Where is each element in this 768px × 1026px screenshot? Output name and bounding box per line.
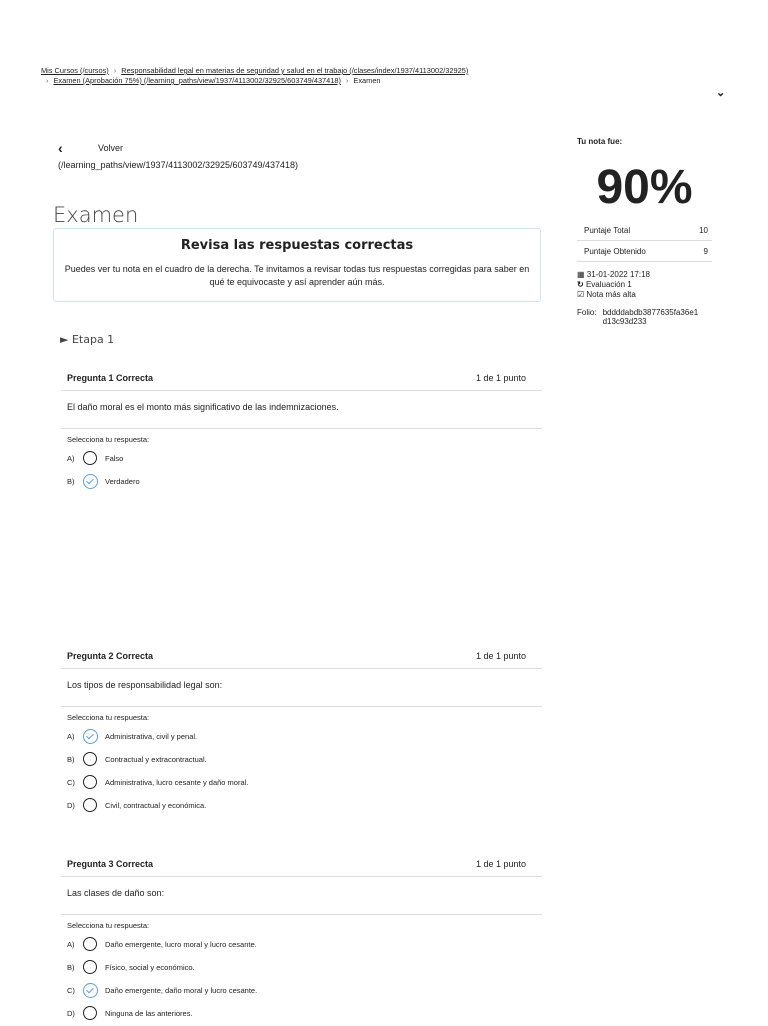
- option-letter: C): [67, 778, 75, 787]
- option-letter: C): [67, 986, 75, 995]
- best-label: Nota más alta: [586, 290, 636, 299]
- notice-box: [53, 228, 541, 302]
- stage-toggle[interactable]: ► Etapa 1: [60, 333, 115, 346]
- back-label[interactable]: Volver: [98, 143, 124, 153]
- answer-option[interactable]: [61, 795, 542, 818]
- answer-option[interactable]: [61, 934, 542, 957]
- question-text: El daño moral es el monto más significativo de las indemnizaciones.: [67, 402, 339, 412]
- correct-check-icon[interactable]: [83, 474, 98, 489]
- answer-option[interactable]: [61, 1003, 542, 1026]
- option-text: Físico, social y económico.: [105, 963, 195, 972]
- correct-check-icon[interactable]: [83, 729, 98, 744]
- question-points: 1 de 1 punto: [475, 651, 526, 661]
- calendar-icon: ▦: [577, 270, 585, 279]
- breadcrumb-current: Examen: [353, 76, 381, 85]
- question-stem: [61, 877, 542, 915]
- answer-option[interactable]: [61, 957, 542, 980]
- answer-option[interactable]: [61, 448, 542, 471]
- option-text: Contractual y extracontractual.: [105, 755, 207, 764]
- evaluation-label: Evaluación 1: [585, 280, 632, 289]
- folio: [577, 308, 712, 326]
- question-points: 1 de 1 punto: [475, 859, 526, 869]
- option-text: Ninguna de las anteriores.: [105, 1009, 193, 1018]
- radio-icon[interactable]: [83, 937, 97, 951]
- option-text: Daño emergente, lucro moral y lucro cesante.: [105, 940, 257, 949]
- select-label: Selecciona tu respuesta:: [67, 435, 150, 444]
- back-url[interactable]: (/learning_paths/view/1937/4113002/32925/603749/437418): [58, 160, 299, 170]
- radio-icon[interactable]: [83, 451, 97, 465]
- option-text: Daño emergente, daño moral y lucro cesante.: [105, 986, 258, 995]
- answer-option[interactable]: [61, 726, 542, 749]
- option-letter: A): [67, 732, 75, 741]
- refresh-icon: ↻: [577, 280, 584, 289]
- chevron-down-icon[interactable]: ⌄: [716, 87, 726, 99]
- answer-option[interactable]: [61, 471, 542, 494]
- option-text: Civil, contractual y económica.: [105, 801, 207, 810]
- select-label: Selecciona tu respuesta:: [67, 713, 150, 722]
- obtained-row: [577, 241, 712, 262]
- question-text: Las clases de daño son:: [67, 888, 165, 898]
- page-title: Examen: [53, 203, 139, 227]
- obtained-value: 9: [703, 246, 708, 256]
- option-letter: B): [67, 477, 75, 486]
- obtained-label: Puntaje Obtenido: [584, 246, 646, 256]
- folio-label: Folio:: [577, 308, 597, 317]
- question-text: Los tipos de responsabilidad legal son:: [67, 680, 223, 690]
- breadcrumb-separator: ›: [113, 66, 117, 75]
- radio-icon[interactable]: [83, 752, 97, 766]
- question-card: [61, 852, 542, 1026]
- notice-title: Revisa las respuestas correctas: [180, 238, 414, 253]
- select-label: Selecciona tu respuesta:: [67, 921, 150, 930]
- option-text: Falso: [105, 454, 124, 463]
- radio-icon[interactable]: [83, 798, 97, 812]
- radio-icon[interactable]: [83, 1006, 97, 1020]
- evaluation-line: [577, 280, 712, 290]
- option-letter: D): [67, 801, 75, 810]
- option-letter: A): [67, 940, 75, 949]
- exam-date: 31-01-2022 17:18: [586, 270, 650, 279]
- option-text: Verdadero: [105, 477, 140, 486]
- question-header: [61, 366, 542, 391]
- question-title: Pregunta 1 Correcta: [67, 373, 154, 383]
- radio-icon[interactable]: [83, 960, 97, 974]
- option-text: Administrativa, lucro cesante y daño moral.: [105, 778, 249, 787]
- date-line: [577, 270, 712, 280]
- total-value: 10: [699, 225, 708, 235]
- correct-check-icon[interactable]: [83, 983, 98, 998]
- breadcrumb-course[interactable]: Responsabilidad legal en materias de seguridad y salud en el trabajo (/clases/index/1937/4113002/32925): [121, 66, 469, 75]
- breadcrumb-exam-path[interactable]: Examen (Aprobación 75%) (/learning_paths/view/1937/4113002/32925/603749/437418): [53, 76, 341, 85]
- breadcrumb: [41, 66, 641, 86]
- check-square-icon: ☑: [577, 290, 585, 299]
- question-points: 1 de 1 punto: [475, 373, 526, 383]
- question-stem: [61, 391, 542, 429]
- radio-icon[interactable]: [83, 775, 97, 789]
- question-header: [61, 644, 542, 669]
- option-text: Administrativa, civil y penal.: [105, 732, 198, 741]
- question-header: [61, 852, 542, 877]
- question-title: Pregunta 2 Correcta: [67, 651, 154, 661]
- answer-option[interactable]: [61, 980, 542, 1003]
- breadcrumb-mis-cursos[interactable]: Mis Cursos (/cursos): [41, 66, 109, 75]
- question-stem: [61, 669, 542, 707]
- best-line: [577, 290, 712, 300]
- option-letter: B): [67, 963, 75, 972]
- chevron-left-icon[interactable]: ‹: [58, 140, 63, 156]
- answer-option[interactable]: [61, 749, 542, 772]
- option-letter: B): [67, 755, 75, 764]
- breadcrumb-separator: ›: [46, 76, 49, 85]
- question-card: [61, 644, 542, 818]
- score-panel: [577, 137, 712, 326]
- question-card: [61, 366, 542, 494]
- score-label: Tu nota fue:: [577, 137, 623, 146]
- exam-meta: [577, 270, 712, 300]
- total-row: [577, 220, 712, 241]
- breadcrumb-separator: ›: [345, 76, 349, 85]
- total-label: Puntaje Total: [584, 225, 631, 235]
- grade-value: 90%: [596, 161, 693, 214]
- option-letter: D): [67, 1009, 75, 1018]
- option-letter: A): [67, 454, 75, 463]
- question-title: Pregunta 3 Correcta: [67, 859, 154, 869]
- folio-value: bddddabdb3877635fa36e1d13c93d233: [602, 308, 699, 326]
- notice-text: Puedes ver tu nota en el cuadro de la derecha. Te invitamos a revisar todas tus respuestas corregidas para saber en qué te equivocaste y así aprender aún más.: [64, 264, 530, 287]
- answer-option[interactable]: [61, 772, 542, 795]
